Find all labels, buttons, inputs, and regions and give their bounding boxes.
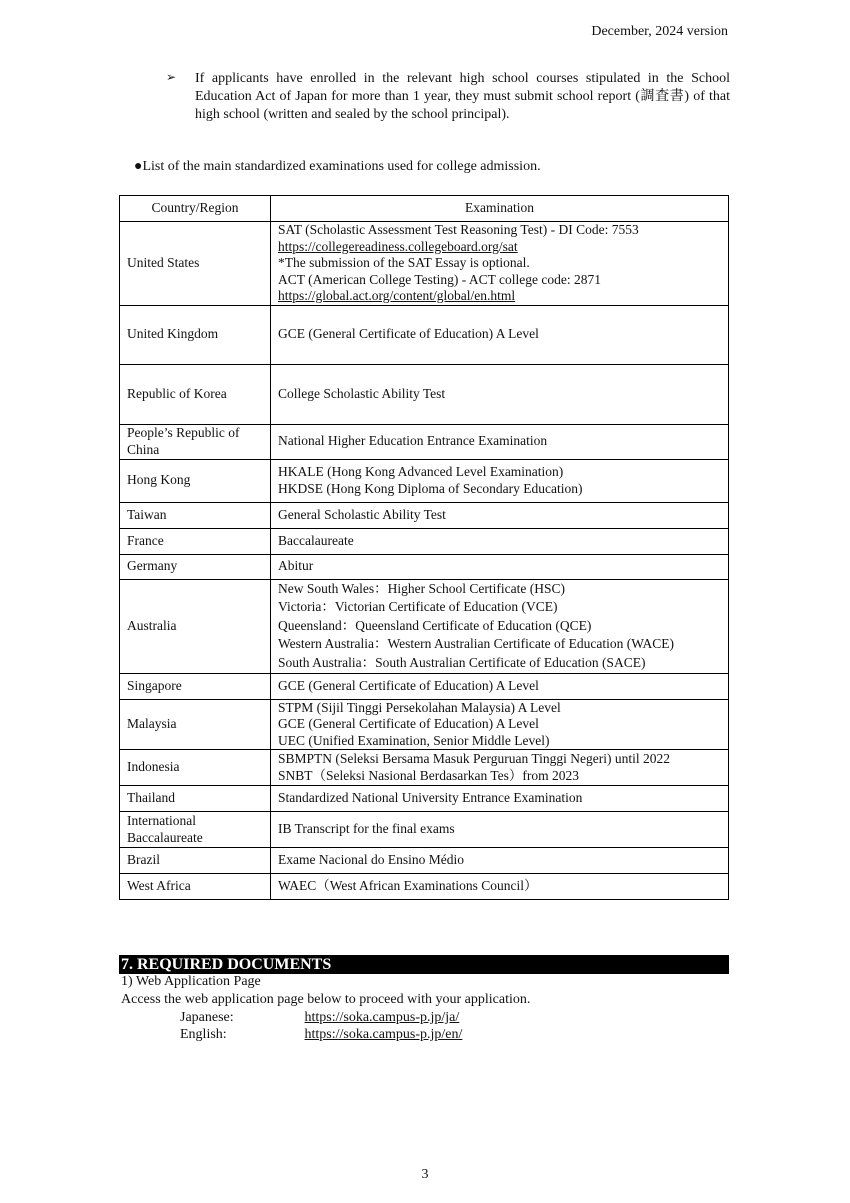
exam-line: GCE (General Certificate of Education) A Level bbox=[278, 326, 539, 342]
exam-cell bbox=[271, 579, 729, 673]
table-row bbox=[120, 424, 729, 459]
table-row bbox=[120, 786, 729, 812]
table-row bbox=[120, 812, 729, 848]
table-row bbox=[120, 874, 729, 900]
exam-line: New South Wales：Higher School Certificate (HSC) bbox=[278, 580, 565, 596]
sat-link[interactable]: https://collegereadiness.collegeboard.org/sat bbox=[278, 238, 518, 254]
country-cell: People’s Republic of China bbox=[120, 424, 271, 459]
column-header-examination: Examination bbox=[271, 196, 729, 222]
exam-cell bbox=[271, 222, 729, 306]
exam-table bbox=[119, 195, 729, 900]
exam-line: GCE (General Certificate of Education) A Level bbox=[278, 677, 539, 693]
table-row bbox=[120, 579, 729, 673]
exam-line: IB Transcript for the final exams bbox=[278, 821, 455, 837]
table-row bbox=[120, 459, 729, 502]
exam-line: Victoria：Victorian Certificate of Education (VCE) bbox=[278, 599, 558, 615]
exam-line: UEC (Unified Examination, Senior Middle Level) bbox=[278, 732, 550, 748]
exam-cell bbox=[271, 459, 729, 502]
country-cell: Singapore bbox=[120, 673, 271, 699]
table-row bbox=[120, 554, 729, 579]
exam-line: Exame Nacional do Ensino Médio bbox=[278, 852, 464, 868]
exam-line: South Australia：South Australian Certificate of Education (SACE) bbox=[278, 654, 646, 670]
table-row bbox=[120, 502, 729, 528]
country-cell: Republic of Korea bbox=[120, 364, 271, 424]
english-link-row bbox=[180, 1027, 462, 1043]
country-cell: United States bbox=[120, 222, 271, 306]
exam-cell bbox=[271, 528, 729, 554]
country-cell: France bbox=[120, 528, 271, 554]
exam-cell bbox=[271, 673, 729, 699]
exam-cell bbox=[271, 812, 729, 848]
exam-line: Queensland：Queensland Certificate of Education (QCE) bbox=[278, 617, 592, 633]
exam-line: SNBT（Seleksi Nasional Berdasarkan Tes）from 2023 bbox=[278, 767, 580, 783]
exam-cell bbox=[271, 554, 729, 579]
exam-line: Baccalaureate bbox=[278, 532, 354, 548]
table-header-row bbox=[120, 196, 729, 222]
act-link[interactable]: https://global.act.org/content/global/en.html bbox=[278, 288, 516, 303]
exam-line: Western Australia：Western Australian Certificate of Education (WACE) bbox=[278, 636, 674, 652]
table-row bbox=[120, 848, 729, 874]
exam-cell bbox=[271, 786, 729, 812]
exam-line: STPM (Sijil Tinggi Persekolahan Malaysia) A Level bbox=[278, 699, 561, 715]
section-heading-required-documents: 7. REQUIRED DOCUMENTS bbox=[119, 955, 729, 974]
japanese-link-row bbox=[180, 1010, 459, 1026]
table-row bbox=[120, 305, 729, 364]
exam-line: *The submission of the SAT Essay is optional. bbox=[278, 255, 530, 270]
web-application-instruction: Access the web application page below to proceed with your application. bbox=[121, 992, 531, 1007]
exam-line: Standardized National University Entrance Examination bbox=[278, 790, 583, 806]
country-cell: International Baccalaureate bbox=[120, 812, 271, 848]
table-row bbox=[120, 222, 729, 306]
country-cell: Germany bbox=[120, 554, 271, 579]
japanese-label: Japanese: bbox=[180, 1010, 234, 1025]
exam-cell bbox=[271, 699, 729, 750]
country-cell: United Kingdom bbox=[120, 305, 271, 364]
english-url-link[interactable]: https://soka.campus-p.jp/en/ bbox=[304, 1027, 463, 1042]
country-cell: Malaysia bbox=[120, 699, 271, 750]
exam-line: ACT (American College Testing) - ACT college code: 2871 bbox=[278, 271, 601, 287]
exam-line: Abitur bbox=[278, 558, 314, 574]
exam-line: General Scholastic Ability Test bbox=[278, 506, 446, 522]
exam-line: National Higher Education Entrance Examination bbox=[278, 433, 548, 449]
applicant-note bbox=[166, 70, 730, 124]
country-cell: Thailand bbox=[120, 786, 271, 812]
country-cell: West Africa bbox=[120, 874, 271, 900]
exam-line: WAEC（West African Examinations Council） bbox=[278, 878, 538, 894]
japanese-url-link[interactable]: https://soka.campus-p.jp/ja/ bbox=[304, 1010, 460, 1025]
table-row bbox=[120, 528, 729, 554]
country-cell: Australia bbox=[120, 579, 271, 673]
table-row bbox=[120, 699, 729, 750]
english-label: English: bbox=[180, 1027, 227, 1042]
country-cell: Hong Kong bbox=[120, 459, 271, 502]
web-application-subheading: 1) Web Application Page bbox=[121, 974, 261, 989]
exam-cell bbox=[271, 502, 729, 528]
table-row bbox=[120, 364, 729, 424]
version-label: December, 2024 version bbox=[591, 24, 728, 39]
exam-line: SAT (Scholastic Assessment Test Reasoning Test) - DI Code: 7553 bbox=[278, 222, 639, 237]
exam-line: HKALE (Hong Kong Advanced Level Examination) bbox=[278, 464, 564, 479]
country-cell: Indonesia bbox=[120, 750, 271, 786]
exam-cell bbox=[271, 874, 729, 900]
column-header-country: Country/Region bbox=[120, 196, 271, 222]
exam-line: GCE (General Certificate of Education) A Level bbox=[278, 716, 539, 731]
country-cell: Brazil bbox=[120, 848, 271, 874]
country-cell: Taiwan bbox=[120, 502, 271, 528]
table-row bbox=[120, 673, 729, 699]
page-number: 3 bbox=[421, 1167, 429, 1182]
exam-cell bbox=[271, 848, 729, 874]
exam-line: College Scholastic Ability Test bbox=[278, 385, 446, 401]
exam-cell bbox=[271, 305, 729, 364]
arrow-bullet-icon: ➢ bbox=[166, 70, 177, 84]
exam-cell bbox=[271, 750, 729, 786]
exam-cell bbox=[271, 364, 729, 424]
exam-list-title: ●List of the main standardized examinations used for college admission. bbox=[134, 159, 541, 174]
applicant-note-text: If applicants have enrolled in the relevant high school courses stipulated in the School Education Act of Japan for more than 1 year, they must submit school report (調査書) of that high school (written and sealed by the school principal). bbox=[195, 71, 730, 122]
exam-line: SBMPTN (Seleksi Bersama Masuk Perguruan Tinggi Negeri) until 2022 bbox=[278, 751, 670, 766]
exam-line: HKDSE (Hong Kong Diploma of Secondary Education) bbox=[278, 480, 583, 496]
exam-cell bbox=[271, 424, 729, 459]
table-row bbox=[120, 750, 729, 786]
